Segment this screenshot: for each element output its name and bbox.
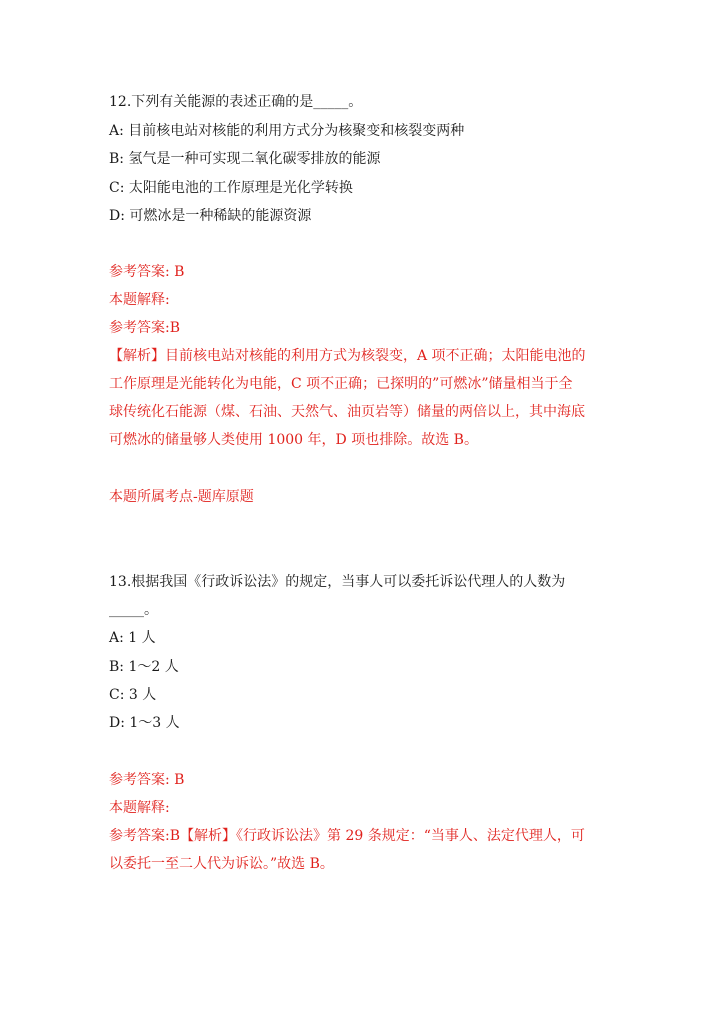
q12-explain-label: 本题解释: [109, 292, 170, 308]
q13-option-a: A: 1 人 [109, 630, 156, 646]
q13-question-line-1: 13.根据我国《行政诉讼法》的规定，当事人可以委托诉讼代理人的人数为 [109, 574, 566, 590]
q13-option-b: B: 1～2 人 [109, 659, 179, 675]
q12-option-d: D: 可燃冰是一种稀缺的能源资源 [109, 208, 312, 224]
q12-option-b: B: 氢气是一种可实现二氧化碳零排放的能源 [109, 151, 381, 167]
q13-answer: 参考答案: B [109, 772, 185, 788]
q13-analysis-line-2: 以委托一至二人代为诉讼。”故选 B。 [109, 856, 334, 872]
q12-question: 12.下列有关能源的表述正确的是_____。 [109, 94, 363, 110]
q12-option-c: C: 太阳能电池的工作原理是光化学转换 [109, 180, 353, 196]
q12-analysis-line-4: 可燃冰的储量够人类使用 1000 年，D 项也排除。故选 B。 [109, 432, 478, 448]
q12-answer: 参考答案: B [109, 264, 185, 280]
q12-analysis-line-1: 【解析】目前核电站对核能的利用方式为核裂变，A 项不正确；太阳能电池的 [109, 348, 586, 364]
q13-option-d: D: 1～3 人 [109, 715, 180, 731]
q12-answer-2: 参考答案:B [109, 320, 181, 336]
q13-question-line-2: _____。 [109, 602, 158, 618]
q13-option-c: C: 3 人 [109, 687, 157, 703]
q13-explain-label: 本题解释: [109, 800, 170, 816]
q13-analysis-line-1: 参考答案:B【解析】《行政诉讼法》第 29 条规定：“当事人、法定代理人，可 [109, 828, 585, 844]
q12-source: 本题所属考点-题库原题 [109, 489, 254, 505]
q12-analysis-line-3: 球传统化石能源（煤、石油、天然气、油页岩等）储量的两倍以上，其中海底 [109, 404, 585, 420]
q12-analysis-line-2: 工作原理是光能转化为电能，C 项不正确；已探明的”可燃冰”储量相当于全 [109, 376, 573, 392]
q12-option-a: A: 目前核电站对核能的利用方式分为核聚变和核裂变两种 [109, 123, 465, 139]
